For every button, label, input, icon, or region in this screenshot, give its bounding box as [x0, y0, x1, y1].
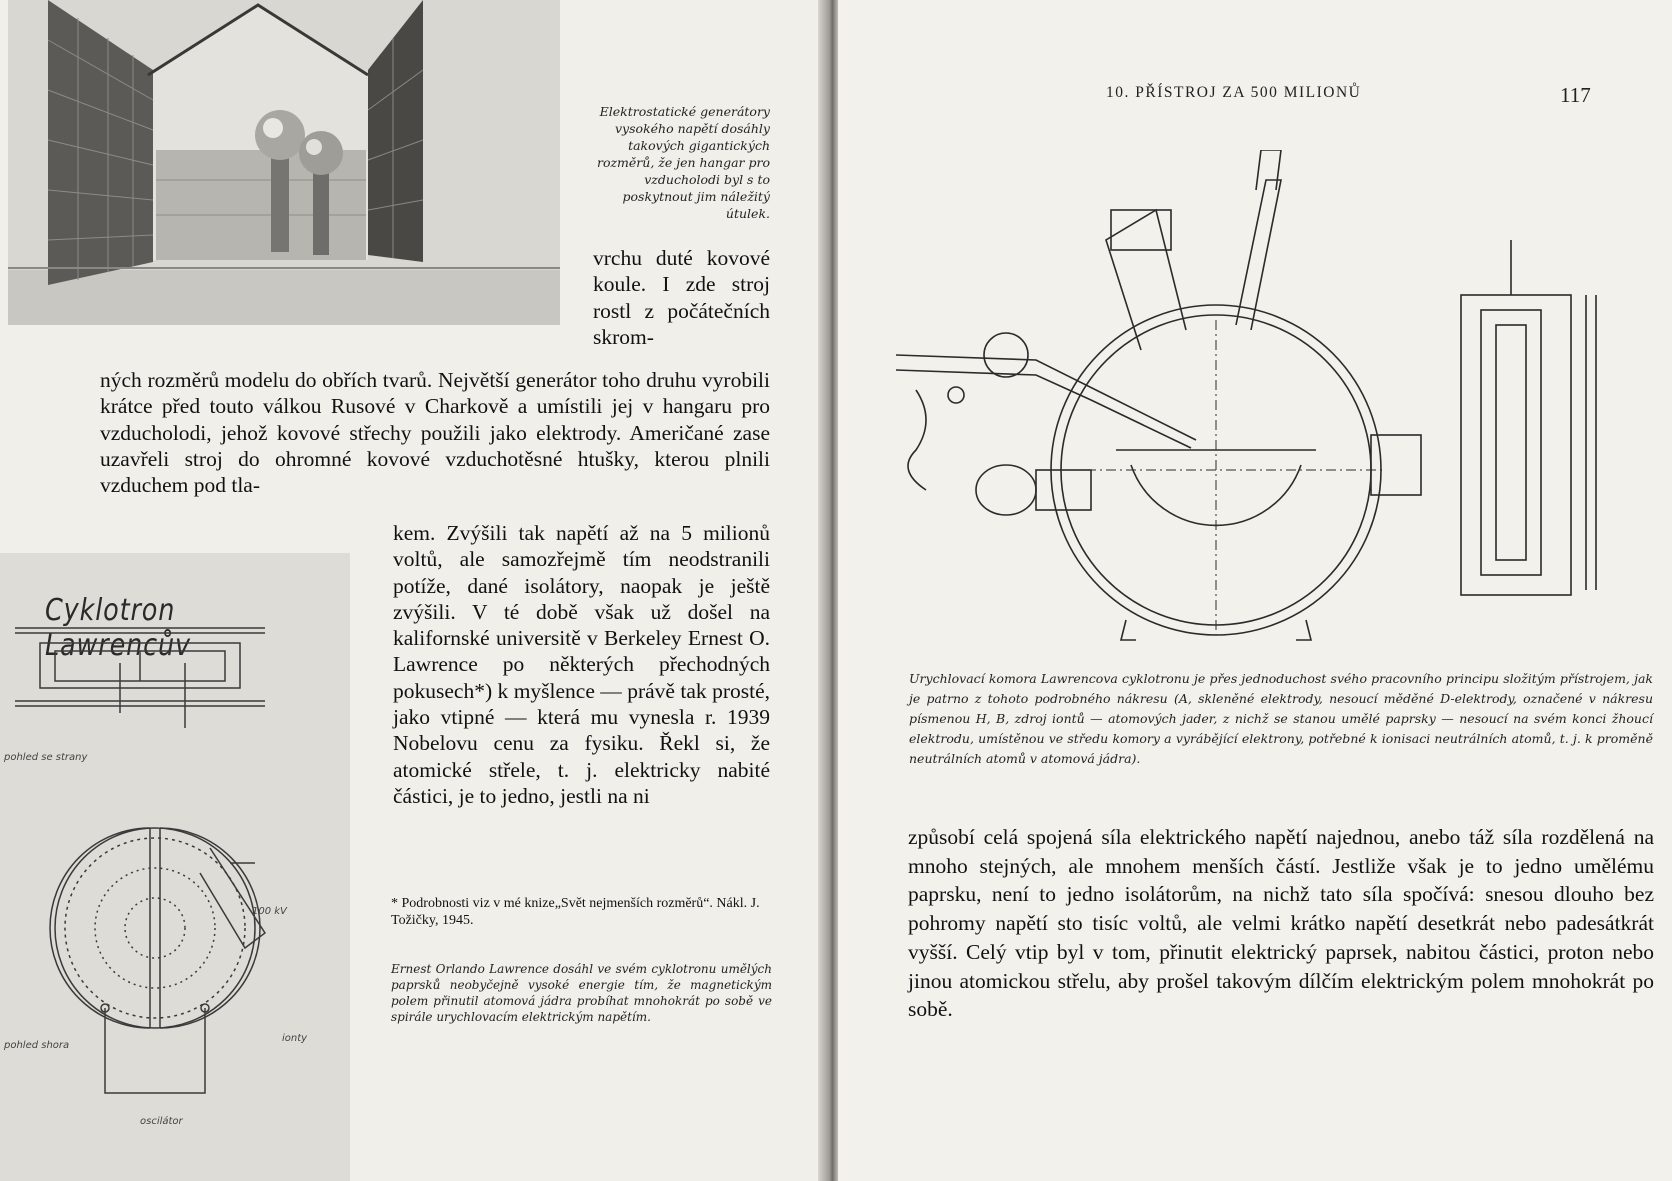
body-paragraph: vrchu duté kovové koule. I zde stroj rostl z počátečních skrom-: [593, 246, 770, 349]
cyclotron-sketch: [0, 553, 350, 1181]
hangar-photo-drawing: [8, 0, 560, 325]
right-page: [838, 0, 1672, 1181]
cyclotron-caption: Ernest Orlando Lawrence dosáhl ve svém cyklotronu umělých paprsků neobyčejně vysoké energie tím, že magnetickým polem přinutil atomová jádra probíhat mnohokrát po sobě ve spirále urychlovacím elektrickým napětím.: [391, 962, 772, 1024]
body-paragraph: kem. Zvýšili tak napětí až na 5 milionů voltů, ale samozřejmě tím neodstranili potíže, dané isolátory, naopak je ještě zvýšili. V té době však už došel na kalifornské universitě v Berkeley Ernest O. Lawrence po některých přechodných pokusech*) k myšlence — právě tak prosté, jako vtipné — která mu vynesla r. 1939 Nobelovu cenu za fysiku. Řekl si, že atomické střele, t. j. elektricky nabité částici, je to jedno, jestli na ni: [393, 521, 770, 808]
left-page: [0, 0, 825, 1181]
accelerator-chamber-diagram: [896, 150, 1648, 650]
body-text-block-3: [393, 520, 770, 809]
body-paragraph: způsobí celá spojená síla elektrického napětí najednou, anebo táž síla rozdělená na mnoho stejných, ale mnohem menších částí. Jestliže však je to jedno umělému paprsku, není to jedno isolátorům, na nichž tato síla spočívá: snesou dlouho bez pohromy napětí sto tisíc voltů, ale velmi krátko napětí desetkrát nebo padesátkrát vyšší. Celý vtip byl v tom, přinutit elektrický paprsek, nabitou částici, proton nebo jinou atomickou střelu, aby prošel takovým dílčím elektrickým polem mnohokrát po sobě.: [908, 825, 1654, 1022]
right-body-text: [908, 823, 1654, 1024]
footnote: * Podrobnosti viz v mé knize„Svět nejmenších rozměrů“. Nákl. J. Tožičky, 1945.: [391, 896, 760, 928]
chamber-diagram-caption: Urychlovací komora Lawrencova cyklotronu je přes jednoduchost svého pracovního principu složitým přístrojem, jak je patrno z tohoto podrobného nákresu (A, skleněné elektrody, nesoucí měděné D-elektrody, označené v nákresu písmenou H, B, zdroj iontů — atomových jader, z nichž se stanou umělé paprsky — nesoucí na svém konci žhoucí elektrodu, umístěnou ve středu komory a vyrábějící elektrony, potřebné k ionisaci neutrálních atomů, t. j. k proměně neutrálních atomů v atomová jádra).: [909, 671, 1653, 766]
hangar-photo-caption: Elektrostatické generátory vysokého napětí dosáhly takových gigantických rozměrů, že jen hangar pro vzducholodi byl s to poskytnout jim náležitý útulek.: [596, 104, 770, 221]
sketch-label-side-view: pohled se strany: [4, 752, 88, 763]
sketch-title: Cyklotron Lawrencův: [45, 593, 191, 663]
running-head: 10. PŘÍSTROJ ZA 500 MILIONŮ: [1106, 84, 1362, 101]
sketch-label-top-view: pohled shora: [4, 1040, 70, 1051]
body-text-block-2: [100, 367, 770, 498]
sketch-label-ions: ionty: [282, 1033, 308, 1044]
page-number: 117: [1560, 83, 1591, 107]
body-paragraph: ných rozměrů modelu do obřích tvarů. Největší generátor toho druhu vyrobili krátce před touto válkou Rusové v Charkově a umístili jej v hangaru pro vzducholodi, jehož kovové střechy použili jako elektrody. Američané zase uzavřeli stroj do ohromné kovové vzduchotěsné htušky, kterou plnili vzduchem pod tla-: [100, 368, 770, 498]
body-text-block-1: [593, 245, 770, 350]
sketch-label-oscillator: oscilátor: [140, 1116, 183, 1127]
cyclotron-sketch-drawing: [0, 553, 350, 1181]
hangar-photo: [8, 0, 560, 325]
sketch-label-voltage: 100 kV: [252, 906, 287, 917]
